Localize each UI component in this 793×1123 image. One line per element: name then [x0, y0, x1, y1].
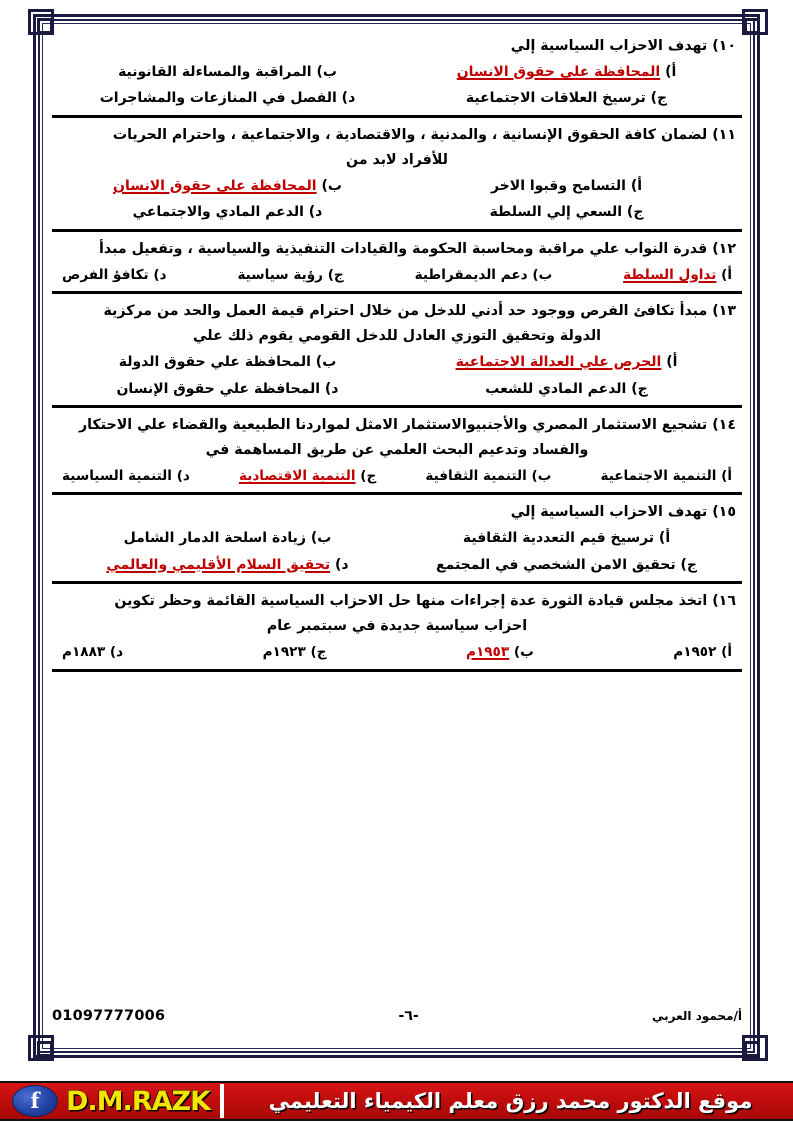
- option-text: التنمية الاجتماعية: [600, 467, 717, 484]
- options-row: [58, 173, 736, 200]
- option-text: المحافظة علي حقوق الإنسان: [116, 380, 321, 397]
- corner-ornament-inner-top-left: [37, 18, 53, 34]
- option-cell: [425, 463, 551, 490]
- option-cell: [397, 376, 736, 403]
- corner-ornament-inner-bottom-right: [744, 1041, 760, 1057]
- question-number: ١٤): [712, 417, 736, 434]
- corner-ornament-inner-bottom-left: [37, 1041, 53, 1057]
- option-normal[interactable]: [463, 530, 670, 546]
- option-normal[interactable]: [62, 267, 167, 283]
- question-stem-text: تهدف الاحزاب السياسية إلي: [510, 504, 708, 521]
- option-text: ١٩٥٣م: [465, 644, 510, 661]
- option-normal[interactable]: [436, 557, 697, 573]
- option-label: ب): [531, 467, 552, 484]
- option-normal[interactable]: [237, 267, 343, 283]
- questions-container: [52, 28, 742, 1044]
- question-stem: [58, 123, 736, 148]
- option-correct[interactable]: [456, 354, 678, 370]
- option-label: ب): [532, 266, 553, 283]
- option-text: ١٨٨٣م: [62, 644, 106, 661]
- option-cell: [62, 639, 123, 666]
- option-text: الفصل في المنازعات والمشاجرات: [99, 90, 337, 107]
- option-text: الحرص علي العدالة الاجتماعية: [455, 353, 662, 370]
- question-block: [52, 584, 742, 671]
- brand-name: D.M.RAZK: [66, 1085, 210, 1117]
- option-text: تداول السلطة: [623, 266, 717, 283]
- option-normal[interactable]: [485, 381, 647, 397]
- page-number: -٦-: [398, 1008, 419, 1024]
- option-label: ب): [321, 177, 342, 194]
- question-stem: [58, 299, 736, 324]
- option-text: ١٩٥٢م: [673, 644, 717, 661]
- option-label: أ): [658, 530, 671, 547]
- option-cell: [397, 552, 736, 579]
- option-text: المراقبة والمساءلة القانونية: [118, 63, 312, 80]
- option-normal[interactable]: [425, 468, 551, 484]
- option-label: ب): [315, 353, 337, 370]
- option-text: التسامح وقبوا الاخر: [490, 177, 626, 194]
- option-label: د): [341, 90, 356, 107]
- question-stem-continuation: الدولة وتحقيق التوزي العادل للدخل القومي يقوم ذلك علي: [192, 328, 602, 345]
- option-normal[interactable]: [124, 530, 332, 546]
- option-normal[interactable]: [62, 468, 190, 484]
- option-normal[interactable]: [118, 64, 337, 80]
- option-correct[interactable]: [623, 267, 732, 283]
- options-row: [58, 525, 736, 552]
- question-stem: [58, 237, 736, 262]
- option-label: د): [334, 556, 349, 573]
- option-label: ج): [626, 204, 644, 221]
- facebook-icon[interactable]: [12, 1085, 58, 1117]
- option-label: د): [109, 644, 124, 661]
- option-normal[interactable]: [263, 644, 327, 660]
- teacher-name: أ/محمود العربي: [652, 1009, 742, 1023]
- option-cell: [397, 525, 736, 552]
- option-label: أ): [721, 644, 732, 661]
- option-label: ج): [650, 90, 668, 107]
- option-cell: [397, 199, 736, 226]
- option-text: التنمية السياسية: [62, 467, 172, 484]
- option-text: زيادة اسلحة الدمار الشامل: [123, 530, 306, 547]
- option-text: رؤية سياسية: [237, 266, 323, 283]
- option-cell: [58, 349, 397, 376]
- options-row: [58, 199, 736, 226]
- option-correct[interactable]: [239, 468, 376, 484]
- option-label: ج): [310, 644, 327, 661]
- option-cell: [397, 173, 736, 200]
- option-normal[interactable]: [415, 267, 553, 283]
- option-text: تحقيق الامن الشخصي في المجتمع: [436, 556, 676, 573]
- question-block: [52, 294, 742, 408]
- question-number: ١١): [712, 127, 736, 144]
- question-number: ١٣): [712, 303, 736, 320]
- option-label: أ): [665, 63, 677, 80]
- question-block: [52, 408, 742, 495]
- options-row: [58, 639, 736, 666]
- option-label: ب): [513, 644, 534, 661]
- question-stem-text: لضمان كافة الحقوق الإنسانية ، والمدنية ، والاقتصادية ، والاجتماعية ، واحترام الحريات: [112, 127, 708, 144]
- question-stem: [58, 413, 736, 438]
- option-cell: [263, 639, 327, 666]
- option-label: ج): [631, 380, 648, 397]
- option-label: أ): [666, 353, 678, 370]
- question-stem: [58, 500, 736, 525]
- option-correct[interactable]: [106, 557, 348, 573]
- option-text: الدعم المادي للشعب: [485, 380, 627, 397]
- option-label: د): [308, 204, 323, 221]
- option-cell: [600, 463, 732, 490]
- question-number: ١٢): [712, 240, 736, 257]
- question-stem-text: قدرة النواب علي مراقبة ومحاسبة الحكومة والقيادات التنفيذية والسياسية ، وتفعيل مبدأ: [99, 240, 708, 257]
- option-cell: [58, 525, 397, 552]
- option-text: الدعم المادي والاجتماعي: [132, 204, 304, 221]
- corner-ornament-inner-top-right: [744, 18, 760, 34]
- question-number: ١٥): [712, 504, 736, 521]
- question-number: ١٦): [712, 593, 736, 610]
- option-correct[interactable]: [457, 64, 677, 80]
- option-label: د): [324, 380, 339, 397]
- blank-area: [52, 672, 742, 732]
- option-text: تحقيق السلام الأقليمي والعالمي: [106, 556, 331, 573]
- options-row: [58, 552, 736, 579]
- page-footer: [52, 1008, 742, 1024]
- option-cell: [62, 262, 167, 289]
- option-text: السعي إلي السلطة: [489, 204, 623, 221]
- option-cell: [58, 552, 397, 579]
- option-label: أ): [721, 266, 732, 283]
- option-cell: [415, 262, 553, 289]
- option-normal[interactable]: [119, 354, 337, 370]
- option-cell: [397, 349, 736, 376]
- option-text: المحافظة على حقوق الانسان: [113, 177, 317, 194]
- option-label: ج): [327, 266, 344, 283]
- option-text: التنمية الاقتصادية: [238, 467, 356, 484]
- question-block: [52, 232, 742, 294]
- option-text: المحافظة على حقوق الانسان: [456, 63, 661, 80]
- option-normal[interactable]: [466, 90, 667, 106]
- option-text: دعم الديمقراطية: [414, 266, 528, 283]
- question-block: [52, 118, 742, 232]
- option-correct[interactable]: [466, 644, 534, 660]
- question-stem-text: اتخذ مجلس قيادة الثورة عدة إجراءات منها حل الاحزاب السياسية القائمة وحظر تكوين: [114, 593, 708, 610]
- contact-phone: 01097777006: [52, 1008, 166, 1024]
- option-label: د): [153, 266, 167, 283]
- option-text: تكافؤ الفرص: [62, 266, 149, 283]
- option-label: أ): [630, 177, 643, 194]
- options-row: [58, 262, 736, 289]
- option-label: ب): [310, 530, 332, 547]
- option-label: ب): [316, 63, 337, 80]
- option-cell: [58, 173, 397, 200]
- question-stem-continuation: احزاب سياسية جديدة في سبتمبر عام: [266, 618, 528, 635]
- option-cell: [623, 262, 732, 289]
- option-normal[interactable]: [100, 90, 356, 106]
- option-cell: [466, 639, 534, 666]
- question-block: [52, 28, 742, 118]
- site-banner: [0, 1081, 793, 1121]
- option-cell: [239, 463, 376, 490]
- option-normal[interactable]: [490, 204, 644, 220]
- banner-divider: [220, 1084, 224, 1118]
- option-label: أ): [721, 467, 732, 484]
- options-row: [58, 376, 736, 403]
- option-label: ج): [360, 467, 377, 484]
- option-normal[interactable]: [62, 644, 123, 660]
- option-label: د): [176, 467, 190, 484]
- question-stem-continuation: للأفراد لابد من: [346, 151, 448, 168]
- question-stem-text: مبدأ تكافئ الفرص ووجود حد أدني للدخل من خلال احترام قيمة العمل والحد من مركزية: [103, 303, 708, 320]
- option-cell: [237, 262, 343, 289]
- option-normal[interactable]: [116, 381, 338, 397]
- option-text: ترسيخ قيم التعددية الثقافية: [462, 530, 655, 547]
- option-text: المحافظة علي حقوق الدولة: [118, 353, 311, 370]
- option-cell: [58, 376, 397, 403]
- option-normal[interactable]: [600, 468, 732, 484]
- facebook-glyph: f: [30, 1088, 40, 1114]
- option-cell: [58, 199, 397, 226]
- question-stem: [58, 34, 736, 59]
- option-text: ١٩٢٣م: [262, 644, 306, 661]
- option-normal[interactable]: [491, 178, 642, 194]
- options-row: [58, 463, 736, 490]
- options-row: [58, 349, 736, 376]
- question-stem-text: تهدف الاحزاب السياسية إلي: [510, 38, 708, 54]
- options-row: [58, 59, 736, 86]
- options-row: [58, 85, 736, 112]
- option-label: ج): [680, 556, 697, 573]
- option-normal[interactable]: [133, 204, 323, 220]
- option-cell: [58, 59, 397, 86]
- option-cell: [673, 639, 732, 666]
- option-text: التنمية الثقافية: [425, 467, 527, 484]
- question-stem-continuation: والفساد وتدعيم البحث العلمي عن طريق المساهمة في: [205, 441, 589, 458]
- question-stem: [58, 589, 736, 614]
- option-cell: [62, 463, 190, 490]
- option-normal[interactable]: [673, 644, 732, 660]
- question-stem-text: تشجيع الاستثمار المصري والأجنبيوالاستثمار الامثل لمواردنا الطبيعية والقضاء علي الاحتكار: [78, 417, 708, 434]
- banner-tagline: موقع الدكتور محمد رزق معلم الكيمياء التعليمي: [268, 1089, 753, 1113]
- option-cell: [397, 59, 736, 86]
- option-correct[interactable]: [113, 178, 342, 194]
- question-block: [52, 495, 742, 584]
- option-cell: [58, 85, 397, 112]
- option-text: ترسيخ العلاقات الاجتماعية: [465, 90, 646, 107]
- option-cell: [397, 85, 736, 112]
- question-number: ١٠): [712, 38, 736, 54]
